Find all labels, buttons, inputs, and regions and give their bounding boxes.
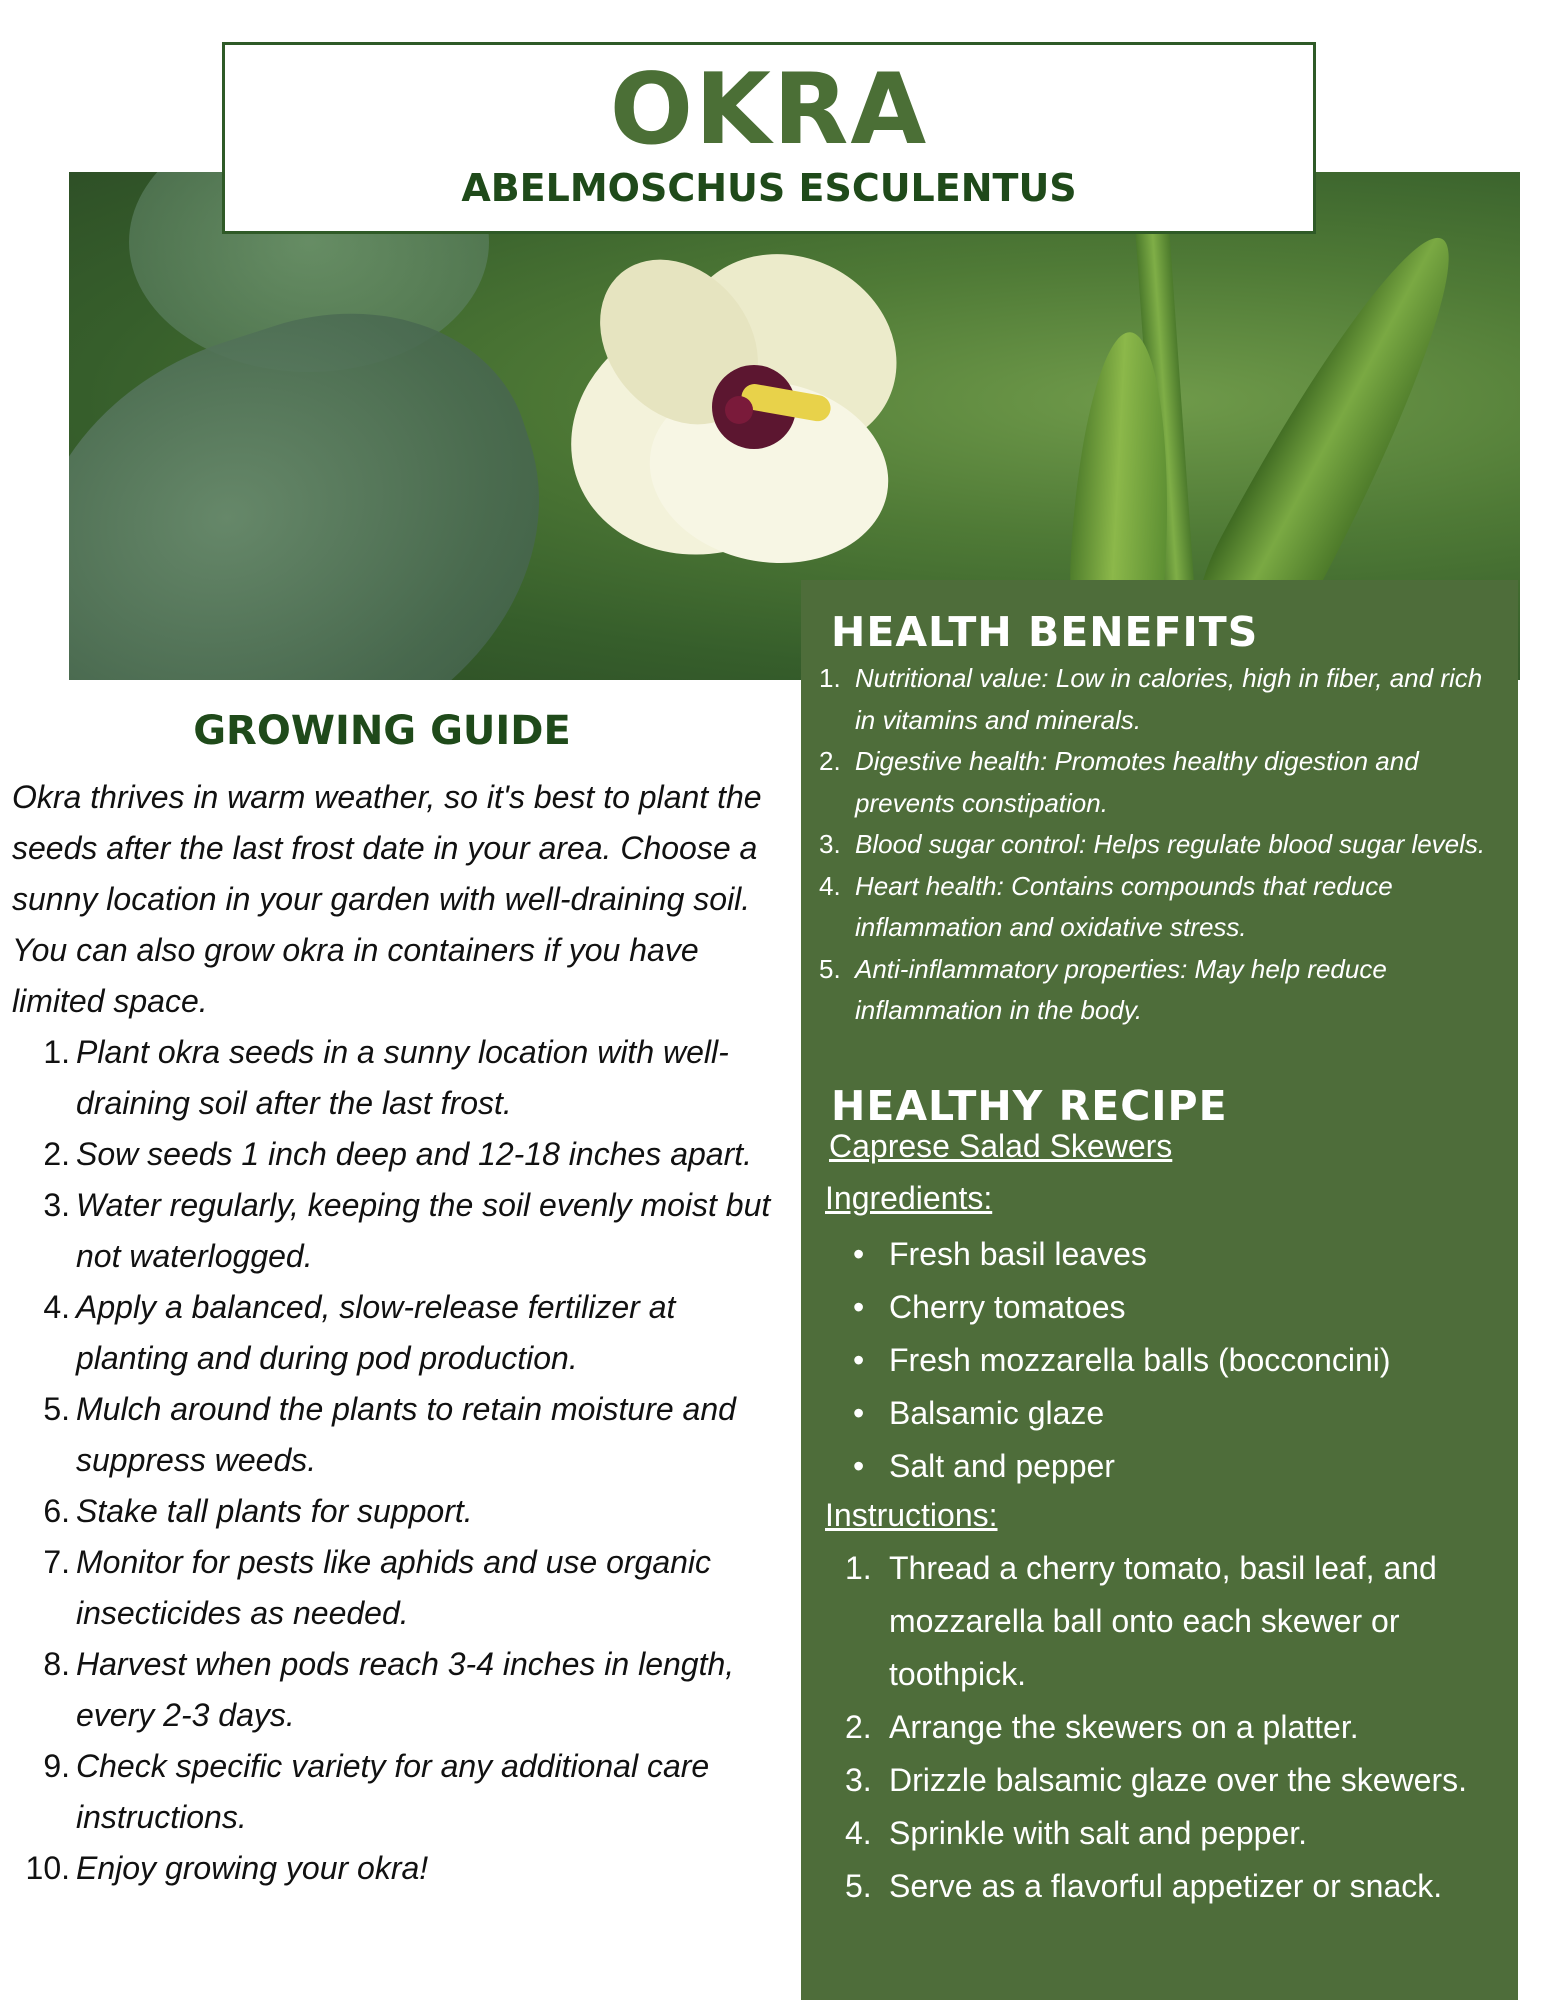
step-number: 5.: [43, 1391, 70, 1427]
instruction-number: 2.: [845, 1709, 872, 1745]
title-box: [222, 42, 1316, 234]
step-text: Sow seeds 1 inch deep and 12-18 inches apart.: [76, 1136, 753, 1172]
benefit-number: 5.: [819, 953, 841, 984]
bullet-icon: •: [853, 1448, 865, 1484]
list-item: [851, 1387, 1391, 1440]
foreground-leaf: [69, 262, 601, 680]
instruction-text: Drizzle balsamic glaze over the skewers.: [889, 1762, 1467, 1798]
list-item: [12, 1384, 792, 1486]
list-item: [12, 1282, 792, 1384]
list-item: [845, 1701, 1513, 1754]
list-item: [819, 949, 1509, 1032]
ingredients-heading: Ingredients:: [825, 1180, 993, 1216]
list-item: [12, 1027, 792, 1129]
benefit-text: Heart health: Contains compounds that reduce inflammation and oxidative stress.: [855, 870, 1393, 942]
benefit-number: 4.: [819, 870, 841, 901]
instruction-number: 4.: [845, 1815, 872, 1851]
instruction-text: Arrange the skewers on a platter.: [889, 1709, 1359, 1745]
step-number: 3.: [43, 1187, 70, 1223]
step-text: Stake tall plants for support.: [76, 1493, 473, 1529]
list-item: [12, 1537, 792, 1639]
step-number: 4.: [43, 1289, 70, 1325]
list-item: [819, 866, 1509, 949]
list-item: [851, 1281, 1391, 1334]
list-item: [845, 1807, 1513, 1860]
list-item: [12, 1180, 792, 1282]
list-item: [845, 1754, 1513, 1807]
ingredient-text: Fresh mozzarella balls (bocconcini): [889, 1342, 1391, 1378]
step-text: Mulch around the plants to retain moisture and suppress weeds.: [76, 1391, 736, 1478]
benefit-text: Anti-inflammatory properties: May help reduce inflammation in the body.: [855, 953, 1387, 1025]
scientific-name: ABELMOSCHUS ESCULENTUS: [461, 165, 1077, 210]
step-text: Water regularly, keeping the soil evenly moist but not waterlogged.: [76, 1187, 771, 1274]
instruction-text: Thread a cherry tomato, basil leaf, and mozzarella ball onto each skewer or toothpick.: [889, 1550, 1437, 1692]
bullet-icon: •: [853, 1236, 865, 1272]
recipe-name: Caprese Salad Skewers: [829, 1128, 1173, 1164]
list-item: [819, 824, 1509, 866]
instructions-heading: Instructions:: [825, 1497, 998, 1533]
step-number: 1.: [43, 1034, 70, 1070]
ingredient-text: Salt and pepper: [889, 1448, 1115, 1484]
okra-flower: [539, 232, 959, 592]
step-number: 6.: [43, 1493, 70, 1529]
list-item: [819, 741, 1509, 824]
list-item: [12, 1741, 792, 1843]
growing-guide-intro: Okra thrives in warm weather, so it's best to plant the seeds after the last frost date in your area. Choose a sunny location in your garden with well-draining soil. You can also grow okra in containers if you have limited space.: [12, 779, 762, 1019]
benefit-number: 3.: [819, 829, 841, 859]
benefit-number: 1.: [819, 663, 841, 693]
instruction-text: Serve as a flavorful appetizer or snack.: [889, 1868, 1443, 1904]
step-text: Harvest when pods reach 3-4 inches in length, every 2-3 days.: [76, 1646, 735, 1733]
ingredient-text: Balsamic glaze: [889, 1395, 1105, 1431]
list-item: [845, 1860, 1513, 1913]
step-text: Check specific variety for any additional care instructions.: [76, 1748, 710, 1835]
bullet-icon: •: [853, 1395, 865, 1431]
list-item: [851, 1334, 1391, 1387]
step-number: 7.: [43, 1544, 70, 1580]
instructions-list: [845, 1542, 1513, 1913]
healthy-recipe-heading: HEALTHY RECIPE: [831, 1082, 1228, 1130]
growing-guide-heading: GROWING GUIDE: [193, 708, 571, 754]
benefit-text: Nutritional value: Low in calories, high in fiber, and rich in vitamins and minerals.: [855, 663, 1483, 735]
step-text: Apply a balanced, slow-release fertilizer at planting and during pod production.: [76, 1289, 676, 1376]
step-number: 2.: [43, 1136, 70, 1172]
bullet-icon: •: [853, 1289, 865, 1325]
ingredient-text: Cherry tomatoes: [889, 1289, 1126, 1325]
benefit-number: 2.: [819, 746, 841, 776]
step-number: 9.: [43, 1748, 70, 1784]
step-text: Monitor for pests like aphids and use organic insecticides as needed.: [76, 1544, 712, 1631]
instruction-number: 1.: [845, 1550, 872, 1586]
benefit-text: Digestive health: Promotes healthy digestion and prevents constipation.: [855, 746, 1419, 818]
step-number: 10.: [25, 1850, 70, 1886]
list-item: [12, 1486, 792, 1537]
bullet-icon: •: [853, 1342, 865, 1378]
ingredients-list: [851, 1228, 1391, 1493]
list-item: [851, 1228, 1391, 1281]
step-number: 8.: [43, 1646, 70, 1682]
list-item: [12, 1639, 792, 1741]
list-item: [819, 658, 1509, 741]
list-item: [845, 1542, 1513, 1701]
instruction-text: Sprinkle with salt and pepper.: [889, 1815, 1308, 1851]
health-benefits-list: [819, 658, 1509, 1032]
instruction-number: 5.: [845, 1868, 872, 1904]
list-item: [12, 1843, 792, 1894]
list-item: [12, 1129, 792, 1180]
page-title: OKRA: [609, 53, 929, 167]
health-benefits-heading: HEALTH BENEFITS: [831, 608, 1259, 656]
growing-guide-section: [12, 700, 792, 1894]
growing-steps-list: [12, 1027, 792, 1894]
step-text: Plant okra seeds in a sunny location with well-draining soil after the last frost.: [76, 1034, 729, 1121]
info-panel: [801, 580, 1518, 2000]
instruction-number: 3.: [845, 1762, 872, 1798]
list-item: [851, 1440, 1391, 1493]
step-text: Enjoy growing your okra!: [76, 1850, 429, 1886]
benefit-text: Blood sugar control: Helps regulate blood sugar levels.: [855, 829, 1486, 859]
ingredient-text: Fresh basil leaves: [889, 1236, 1147, 1272]
